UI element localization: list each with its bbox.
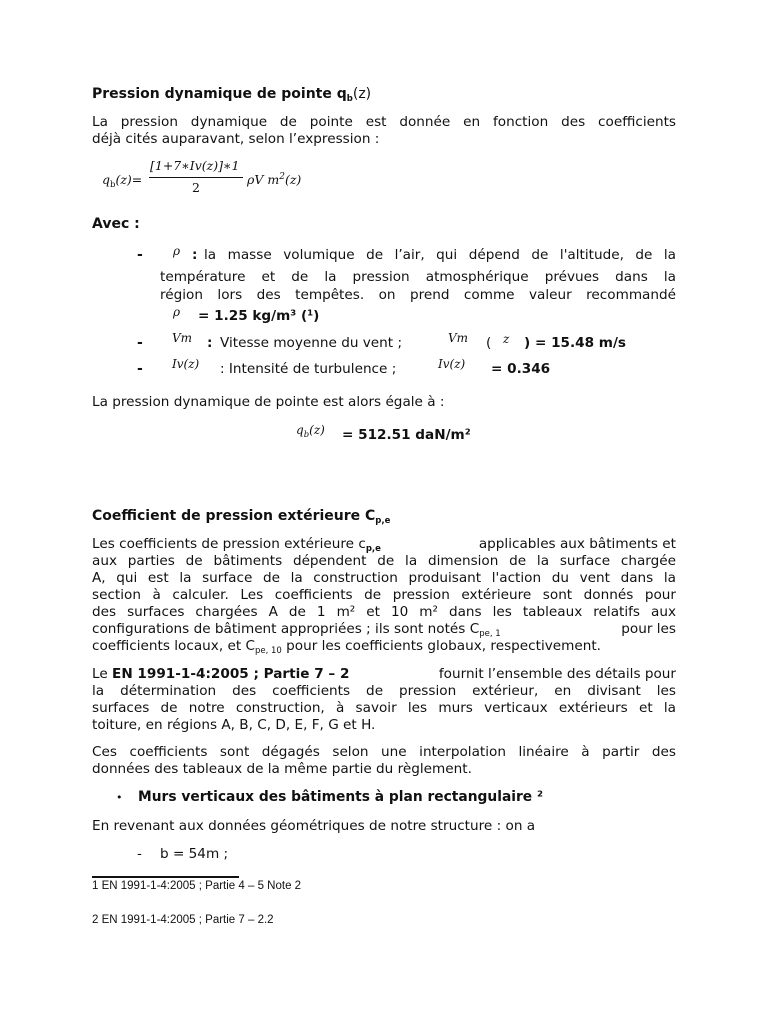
result-value: = 512.51 daN/m² bbox=[342, 427, 471, 443]
vm-symbol-2: Vm bbox=[448, 331, 469, 345]
vm-paren-open: ( bbox=[486, 335, 492, 351]
footnote-2: 2 EN 1991-1-4:2005 ; Partie 7 – 2.2 bbox=[92, 914, 274, 926]
rho-symbol-2: ρ bbox=[173, 305, 181, 319]
bullet-heading-murs-verticaux: Murs verticaux des bâtiments à plan rectangulaire ² bbox=[138, 789, 543, 805]
footnote-separator bbox=[92, 876, 239, 878]
intro-line-1: La pression dynamique de pointe est donnée en fonction des coefficients bbox=[92, 114, 676, 130]
iv-symbol-2: Iv(z) bbox=[438, 357, 466, 371]
rho-value: = 1.25 kg/m³ (¹) bbox=[198, 308, 320, 324]
p1-line-6: configurations de bâtiment appropriées ; ils sont notés $C_{pe, 1}$ pour les bbox=[92, 621, 676, 639]
result-symbol: $q_b(z)$ bbox=[296, 423, 325, 440]
p1-line-2: aux parties de bâtiments dépendent de la dimension de la surface chargée bbox=[92, 553, 676, 569]
p2-line-2: la détermination des coefficients de pression extérieur, en divisant les bbox=[92, 683, 676, 699]
avec-label: Avec : bbox=[92, 216, 140, 232]
vm-value: ) = 15.48 m/s bbox=[524, 335, 627, 351]
iv-symbol: Iv(z) bbox=[172, 357, 200, 371]
p1-line-1: Les coefficients de pression extérieure $c_{p,e}$ applicables aux bâtiments et bbox=[92, 536, 676, 554]
iv-value: = 0.346 bbox=[491, 361, 551, 377]
vm-colon: : bbox=[207, 335, 213, 351]
p3-line-1: Ces coefficients sont dégagés selon une interpolation linéaire à partir des bbox=[92, 744, 676, 760]
rho-text-line-3: région lors des tempêtes. on prend comme valeur recommandé bbox=[160, 287, 676, 303]
vm-symbol: Vm bbox=[172, 331, 193, 345]
dimension-b: b = 54m ; bbox=[160, 846, 229, 862]
footnote-1: 1 EN 1991-1-4:2005 ; Partie 4 – 5 Note 2 bbox=[92, 880, 302, 892]
rho-text-line-2: température et de la pression atmosphérique prévues dans la bbox=[160, 269, 676, 285]
p4-text: En revenant aux données géométriques de notre structure : on a bbox=[92, 818, 536, 834]
formula-numerator: [1+7∗Iv(z)]∗1 bbox=[150, 158, 240, 173]
p2-line-1: Le EN 1991-1-4:2005 ; Partie 7 – 2 fournit l’ensemble des détails pour bbox=[92, 666, 676, 682]
p2-line-3: surfaces de notre construction, à savoir les murs verticaux extérieurs et la bbox=[92, 700, 676, 716]
intro-line-2: déjà cités auparavant, selon l’expression : bbox=[92, 131, 380, 147]
vm-text: Vitesse moyenne du vent ; bbox=[220, 335, 403, 351]
p3-line-2: données des tableaux de la même partie du règlement. bbox=[92, 761, 472, 777]
fraction-bar bbox=[149, 177, 243, 178]
p1-line-5: des surfaces chargées A de 1 m² et 10 m² dans les tableaux relatifs aux bbox=[92, 604, 676, 620]
rho-symbol: ρ bbox=[173, 244, 181, 258]
list-dash: - bbox=[137, 361, 143, 377]
vm-z: z bbox=[503, 332, 510, 346]
p1-line-4: section à calculer. Les coefficients de pression extérieure sont donnés pour bbox=[92, 587, 676, 603]
bullet-icon: • bbox=[116, 791, 123, 804]
result-text: La pression dynamique de pointe est alors égale à : bbox=[92, 394, 445, 410]
list-dash: - bbox=[137, 846, 142, 862]
rho-text-line-1: la masse volumique de l’air, qui dépend de l'altitude, de la bbox=[204, 247, 676, 263]
rho-colon: : bbox=[192, 247, 198, 263]
list-dash: - bbox=[137, 247, 143, 263]
document-page: Pression dynamique de pointe $q_b(z)$ La pression dynamique de pointe est donnée en fonction des coefficients déjà cités auparavant, selon l’expression : $q_b(z)=$ [1+7∗Iv(z)]∗1 2 ρV $m^2(z)$ Avec : - ρ : la masse volumique de l’air, qui dépend de l'altitude, de la température et de la pression atmosphérique prévues dans la région lors des tempêtes. on prend comme valeur recommandé ρ = 1.25 kg/m³ (¹) - Vm : Vitesse moyenne du vent ; Vm ( z ) = 15.48 m/s - Iv(z) : Intensité de turbulence ; Iv(z) = 0.346 La pression dynamique de pointe est alors égale à : $q_b(z)$ = 512.51 daN/m² Coefficient de pression extérieure $C_{p,e}$ Les coefficients de pression extérieure $c_{p,e}$ applicables aux bâtiments et aux parties de bâtiments dépendent de la dimension de la surface chargée A, qui est la surface de la construction produisant l'action du vent dans la section à calculer. Les coefficients de pression extérieure sont donnés pour des surfaces chargées A de 1 m² et 10 m² dans les tableaux relatifs aux configurations de bâtiment appropriées ; ils sont notés $C_{pe, 1}$ pour les coefficients locaux, et $C_{pe, 10}$ pour les coefficients globaux, respectivement. Le EN 1991-1-4:2005 ; Partie 7 – 2 fournit l’ensemble des détails pour la détermination des coefficients de pression extérieur, en divisant les surfaces de notre construction, à savoir les murs verticaux extérieurs et la toiture, en régions A, B, C, D, E, F, G et H. Ces coefficients sont dégagés selon une interpolation linéaire à partir des données des tableaux de la même partie du règlement. • Murs verticaux des bâtiments à plan rectangulaire ² En revenant aux données géométriques de notre structure : on a - b = 54m ; 1 EN 1991-1-4:2005 ; Partie 4 – 5 Note 2 2 EN 1991-1-4:2005 ; Partie 7 – 2.2 bbox=[92, 86, 676, 926]
p1-line-3: A, qui est la surface de la construction produisant l'action du vent dans la bbox=[92, 570, 676, 586]
p1-line-7: coefficients locaux, et $C_{pe, 10}$ pour les coefficients globaux, respectivement. bbox=[92, 638, 602, 656]
section-heading-pression-dynamique: Pression dynamique de pointe $q_b(z)$ bbox=[92, 86, 372, 104]
p2-line-4: toiture, en régions A, B, C, D, E, F, G et H. bbox=[92, 717, 376, 733]
section-heading-coefficient: Coefficient de pression extérieure $C_{p,e}$ bbox=[92, 508, 391, 526]
iv-text: : Intensité de turbulence ; bbox=[220, 361, 397, 377]
list-dash: - bbox=[137, 335, 143, 351]
formula-denominator: 2 bbox=[192, 180, 200, 195]
